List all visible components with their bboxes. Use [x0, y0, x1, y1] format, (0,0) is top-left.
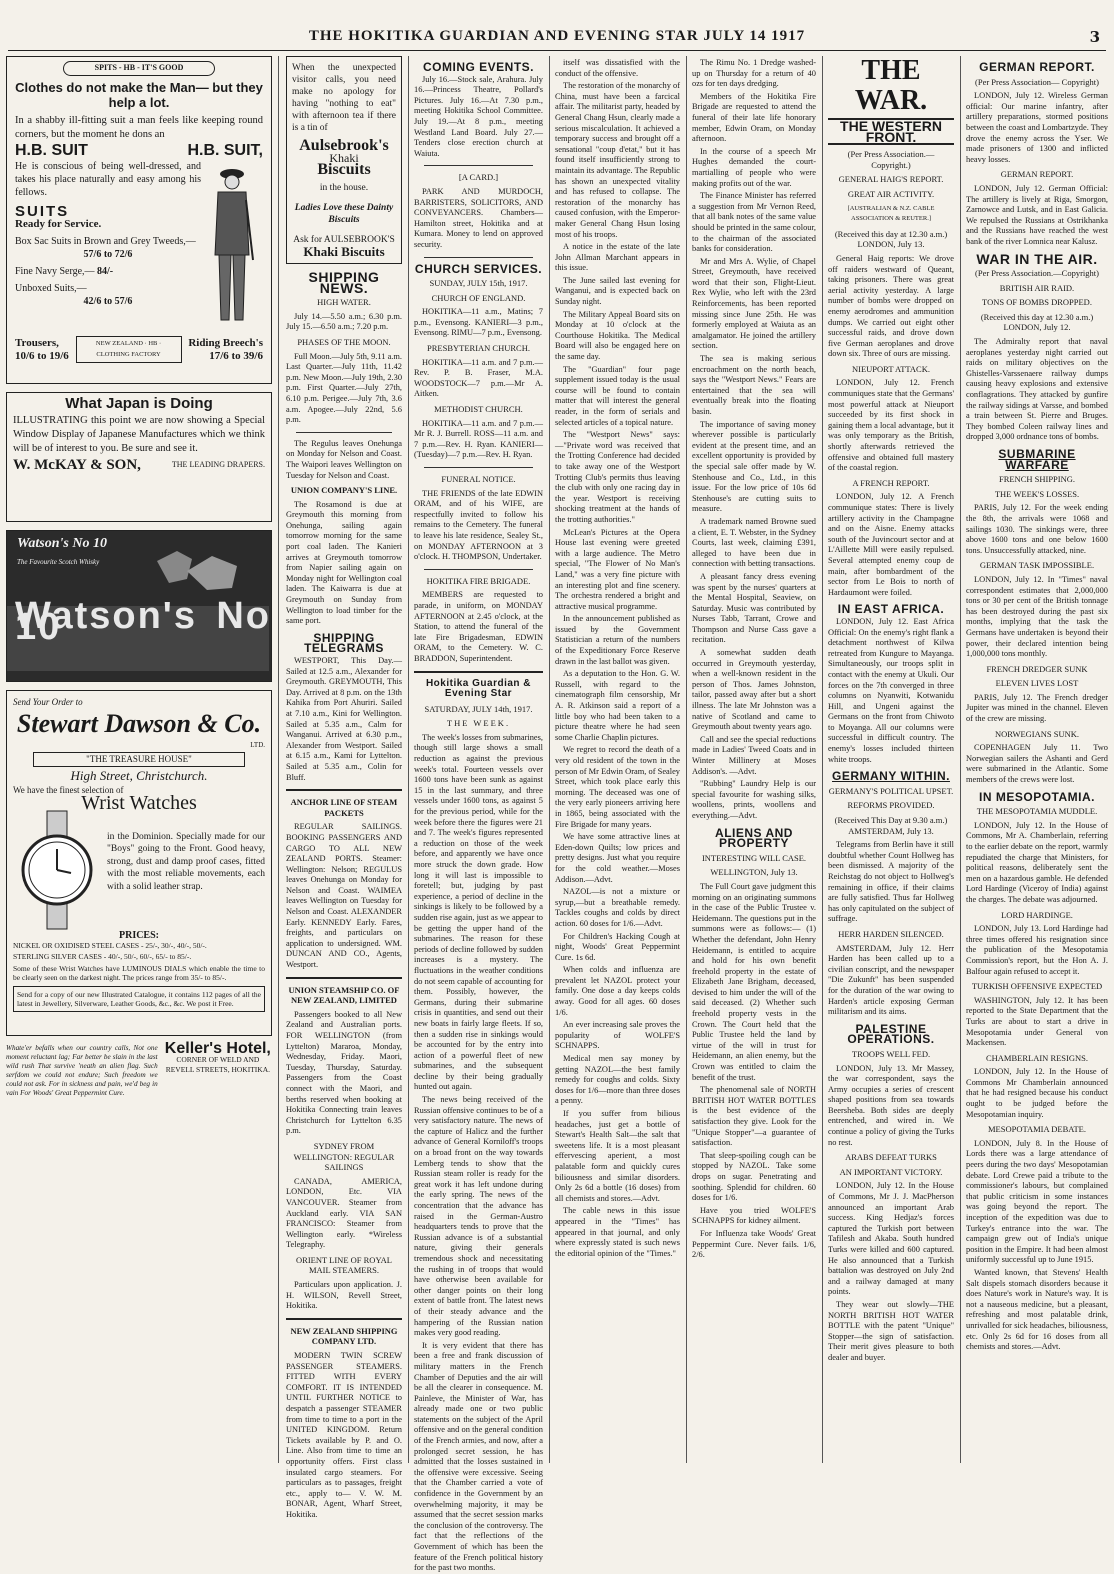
stewart-intro: We have the finest selection of — [13, 785, 124, 796]
hb-trousers-price: 10/6 to 19/6 — [15, 349, 69, 362]
hb-suit-left: H.B. SUIT — [15, 141, 88, 159]
steamers-body: The Regulus leaves Onehunga on Monday for Nelson and Coast. The Waipori leaves Wellington on Tuesday for Nelson and Coast. — [286, 438, 402, 480]
card-body: PARK AND MURDOCH, BARRISTERS, SOLICITORS, AND CONVEYANCERS. Chambers—Hamilton street, Hokitika and at Kumara. Money to lend on approved security. — [414, 186, 543, 249]
aulsebrook-ask: Ask for AULSEBROOK'S — [293, 235, 395, 245]
aulsebrook-name: Aulsebrook's — [299, 137, 389, 154]
aliens-dateline: WELLINGTON, July 13. — [710, 867, 798, 878]
aulsebrook-biscuits: Biscuits — [317, 161, 371, 178]
air-copyright: (Per Press Association.—Copyright) — [975, 268, 1099, 279]
church-eng-body: HOKITIKA—11 a.m., Matins; 7 p.m., Evensong. KANIERI—3 p.m., Evensong. RIMU—7 p.m., Evensong. — [414, 307, 543, 338]
french-shipping-body: PARIS, July 12. For the week ending the 8th, the arrivals were 1068 and sailings 1030. The sinkings were, three above 1600 tons and one below 1600 tons. Unsuccessfully attacked, nine. — [966, 503, 1108, 555]
coming-events-title: COMING EVENTS. — [422, 60, 534, 74]
union-ss-title: UNION STEAMSHIP CO. OF NEW ZEALAND, LIMITED — [288, 984, 400, 1006]
church-meth: METHODIST CHURCH. — [434, 404, 523, 415]
stewart-luminous: Some of these Wrist Watches have LUMINOUS DIALS which enable the time to be clearly seen on the darkest night. The prices range from 35/- to 85/-. — [13, 964, 265, 983]
union-ss-body: Passengers booked to all New Zealand and Australian ports. FOR WELLINGTON (from Lyttelton) Mararoa, Monday, Wednesday, Friday. Maori, Tuesday, Thursday, Saturday. Passengers from the Coast connect with the Maori, and berths reserved when booking at Hokitika Connecting train leaves Christchurch for Lyttelton 6.35 p.m. — [286, 1009, 402, 1136]
received-1: (Received this day at 12.30 a.m.) LONDON, July 13. — [834, 228, 948, 250]
coming-events-body: July 16.—Stock sale, Arahura. July 16.—Princess Theatre, Pollard's Pictures. July 16.—At 7.30 p.m., meeting Hokitika School Committee. July 19.—At 8 p.m., meeting Westland Land Board. July 27.—Tenders close erection church at Waiuta. — [414, 74, 543, 158]
col4-para-19: The cable news in this issue appeared in the "Times" has appeared in that journal, and only where expressly stated is such news the editorial opinion of the "Times." — [555, 1206, 680, 1258]
union-body: The Rosamond is due at Greymouth this morning from Onehunga, sailing again tomorrow morning for the same port coal laden. The Kanieri arrives at Greymouth tomorrow from Napier sailing again on Monday night for Wellington coal laden. The Kaiwarra is due at Greymouth on Sunday from Wellington to load timber for the same port. — [286, 499, 402, 626]
col5-para-11: Call and see the special reductions made in Ladies' Tweed Coats and in Winter Millinery at Moses Addison's. —Advt. — [692, 734, 816, 776]
germany-within-title: GERMANY WITHIN. — [832, 769, 950, 784]
air-activity: GREAT AIR ACTIVITY. — [847, 188, 935, 199]
high-water-title: HIGH WATER. — [317, 297, 371, 308]
french-report-title: A FRENCH REPORT. — [852, 477, 930, 488]
resigns-body: LONDON, July 12. In the House of Commons Mr Chamberlain announced that he had resigned because his conduct ought to be judged before the Mesopotamian inquiry. — [966, 1067, 1108, 1119]
french-report-body: LONDON, July 12. A French communique states: There is lively artillery activity in the Champagne and on the Aisne. Enemy attacks south of the Juvincourt sector and at L'Aillette Mill were easily repulsed. Several attempted enemy coup de main, after bombardment of the sector from Le Bois to north of Hardaumont were foiled. — [828, 492, 954, 597]
card-title: [A CARD.] — [458, 172, 499, 183]
anchor-title: ANCHOR LINE OF STEAM PACKETS — [290, 797, 398, 818]
masthead-title: THE HOKITIKA GUARDIAN AND EVENING STAR JULY 14 1917 — [308, 28, 806, 44]
arabs-title: ARABS DEFEAT TURKS — [845, 1152, 937, 1163]
received-2: (Received This Day at 9.30 a.m.) AMSTERDAM, July 13. — [834, 815, 948, 836]
aliens-body: The Full Court gave judgment this morning on an originating summons in the case of the Public Trustee v. Heidemann. The questions put in the summons were as follows:— (1) Whether the defendant, John Henry Heidemann, is entitled to acquire and hold for his own benefit freehold property in the estate of Elizabeth Jane Brigham, deceased, devised to him under the will of the said deceased. (2) Whether such freehold property vests in the Crown. The Court held that the Public Trustee held the land by virtue of the will in trust for Heidemann, an alien enemy, but the Crown was entitled to claim the benefit of the trust. — [692, 881, 816, 1082]
stewart-catalogue: Send for a copy of our new Illustrated Catalogue, it contains 112 pages of all the latest in Jewellery, Silverware, Leather Goods, &c., &c. We post it Free. — [13, 986, 265, 1012]
victory-title: AN IMPORTANT VICTORY. — [839, 1166, 943, 1177]
col5-para-4: The Finance Minister has referred a suggestion from Mr Vernon Reed, that all bank notes of the same value should be printed in the same colour, to the chairman of the associated banks for consideration. — [692, 191, 816, 254]
column-4 — [555, 56, 680, 1463]
church-pres: PRESBYTERIAN CHURCH. — [427, 343, 530, 354]
church-meth-body: HOKITIKA—11 a.m. and 7 p.m.—Mr R. J. Burrell. ROSS—11 a.m. and 7 p.m.—Rev. H. Ryan. KANIERI—(Tuesday)—7 p.m.—Rev. H. Ryan. — [414, 418, 543, 460]
hb-ready: Ready for Service. — [15, 218, 102, 231]
harden-body: AMSTERDAM, July 12. Herr Harden has been called up to a civilian conscript, and the newspaper "Die Zukunft" has been suspended for the duration of the war owing to Harden's article exposing German militarism and its aims. — [828, 943, 954, 1017]
dredger-body: PARIS, July 12. The French dredger Jupiter was mined in the channel. Eleven of the crew are missing. — [966, 692, 1108, 724]
east-africa-title: IN EAST AFRICA. — [837, 602, 945, 617]
muddle-body: LONDON, July 12. In the House of Commons, Mr A. Chamberlain, referring to the earlier debate on the report, warmly repudiated the charge that Ministers, for political reasons, deliberately sent the men on a hazardous gamble. He defended Lord Hardinge (Viceroy of India) against the charges. The debate was adjourned. — [966, 820, 1108, 904]
japan-title: What Japan is Doing — [65, 395, 213, 412]
haig-title: GENERAL HAIG'S REPORT. — [838, 174, 944, 185]
col5-para-9: A pleasant fancy dress evening was spent by the nurses' quarters at the Mental Hospital, Seaview, on Saturday. Music was contributed by Nurses Tabb, Tarrant, Crowe and Thompson and Nurse Cass gave a recitation. — [692, 571, 816, 645]
cable-credit: [AUSTRALIAN & N.Z. CABLE ASSOCIATION & REUTER.] — [847, 204, 935, 223]
col4-para-12: We have some attractive lines at Eden-down Quilts; low prices and pretty designs. Just what you require for the cold weather.—Moses Addison.—Advt. — [555, 832, 680, 884]
column-7 — [966, 56, 1108, 1463]
norwegians-body: COPENHAGEN July 11. Two Norwegian sailers the Ashanti and Gerd were submarined in the Atlantic. Some members of the crews were lost. — [966, 743, 1108, 785]
col5-para-8: A trademark named Browne sued a client, E. T. Webster, in the Sydney Courts, last week, claiming £391, alleged to have been due in connection with betting transactions. — [692, 516, 816, 569]
mckay-sub: THE LEADING DRAPERS. — [171, 459, 265, 469]
funeral-title: FUNERAL NOTICE. — [441, 474, 516, 484]
german-report-body: LONDON, July 12. Wireless German official: Our marine infantry, after artillery preparations, stormed positions between the coast and Lombartzyde. They drove the enemy across the Yser. We made prisoners of 1300 and inflicted heavy losses. — [966, 91, 1108, 164]
war-in-air-title: WAR IN THE AIR. — [976, 250, 1098, 267]
aulsebrook-ladies: Ladies Love these Dainty Biscuits — [294, 203, 394, 225]
column-rule — [822, 56, 823, 1463]
japan-ad — [6, 392, 272, 522]
column-rule — [278, 56, 279, 1463]
palestine-title: PALESTINE OPERATIONS. — [847, 1021, 935, 1047]
column-rule — [960, 56, 961, 1463]
column-1 — [6, 56, 272, 1463]
german-report-2-body: LONDON, July 12. German Official: The artillery is lively at Riga, Smorgon, Zarnowce and Lutsk, and in East Galicia. We repulsed the Russians at Ostrikhanka and the Russians have reached the west bank of the river Lomnica near Kalusz. — [966, 183, 1108, 246]
col4-para-9: In the announcement published as issued by the Government Statistician a return of the numbers of the Expeditionary Force Reserve drawn in the last ballot was given. — [555, 614, 680, 666]
col4-para-10: As a deputation to the Hon. G. W. Russell, with regard to the cinematograph film censorship, Mr A. R. Atkinson said a report of a little boy who had been taken to a picture theatre where he had seen some Charlie Chaplin pictures. — [555, 669, 680, 742]
nieuport-body: LONDON, July 12. French communiques state that the Germans' most powerful attack at Nieuport succeeded by its first shock in gaining them a local advantage, but it was only temporary as the British, shortly afterwards retrieved the offensive and obtained full mastery of the coastal region. — [828, 378, 954, 473]
col4-para-2: The restoration of the monarchy of China, must have been a farcical affair. The militarist party, headed by General Chang Hsun, clearly made a serious miscalculation. It achieved a temporary success and brought off a sensational "coup d'etat," but it has found itself insufficiently strong to maintain its advantage. The Republic has shown an unexpected vitality and has refused to collapse. The restoration of the monarchy has caused confusion, with the Emperor-maker General Chang Hsun losing most of his troops. — [555, 81, 680, 239]
victory-body: LONDON, July 12. In the House of Commons, Mr J. J. MacPherson announced an important Arab success. King Hedjaz's forces captured the Turkish port between Tafilesh and Akaba. South hundred Turks were killed and 600 captured. He also announced that a Turkish battalion was destroyed on July 2nd and a railway damaged at many points. — [828, 1181, 954, 1297]
french-dredger: FRENCH DREDGER SUNK — [986, 663, 1088, 674]
mesopotamia-title: IN MESOPOTAMIA. — [979, 789, 1095, 804]
column-3 — [414, 56, 543, 1573]
stewart-ltd: LTD. — [250, 740, 265, 749]
brigade-title: HOKITIKA FIRE BRIGADE. — [426, 575, 531, 586]
hb-unboxed-price: 42/6 to 57/6 — [83, 296, 133, 308]
high-water-times: July 14.—5.50 a.m.; 6.30 p.m. July 15.—6.50 a.m.; 7.20 p.m. — [286, 311, 402, 332]
col4-para-7: The "Westport News" says:—"Private word was received that the Trotting Conference had decided to take away one of the Westport Trotting Club's permits thus leaving the club with only one racing day in the year. Westport is receiving shocking treatment at the hands of the trotting authorities." — [555, 430, 680, 524]
stewart-nickel: NICKEL OR OXIDISED STEEL CASES - 25/-, 30/-, 40/-, 50/-. — [13, 941, 207, 951]
church-date: SUNDAY, JULY 15th, 1917. — [429, 278, 528, 289]
page-number: 3 — [1089, 28, 1100, 46]
paper-name: Hokitika Guardian & Evening Star — [425, 677, 532, 700]
turkish-body: WASHINGTON, July 12. It has been reported to the State Department that the Turks are about to start a drive in Mesopotamia under General von Mackensen. — [966, 995, 1108, 1048]
shipping-news-title: SHIPPING NEWS. — [308, 269, 380, 296]
watsons-sub: The Favourite Scotch Whisky — [17, 558, 100, 566]
nieuport-title: NIEUPORT ATTACK. — [852, 363, 930, 374]
man-illustration — [201, 160, 263, 330]
column-5 — [692, 56, 816, 1463]
masthead — [0, 0, 1114, 50]
col5-para-15: Have you tried WOLFE'S SCHNAPPS for kidney ailment. — [692, 1205, 816, 1226]
aliens-sub: INTERESTING WILL CASE. — [701, 852, 807, 863]
column-rule — [686, 56, 687, 1463]
political-upset: GERMANY'S POLITICAL UPSET. — [828, 785, 954, 796]
col4-para-5: The Military Appeal Board sits on Monday at 10 o'clock at the Courthouse Hokitika. The Medical Board will also be engaged here on the same day. — [555, 309, 680, 362]
hb-riding: Riding Breech's — [188, 336, 263, 349]
week-title: THE WEEK. — [446, 718, 511, 729]
sydney: SYDNEY FROM WELLINGTON: REGULAR SAILINGS — [293, 1140, 395, 1173]
kellers-address: CORNER OF WELD AND REVELL STREETS, HOKITIKA. — [165, 1054, 270, 1075]
hb-body: He is conscious of being well-dressed, and takes his place naturally and easy among his fellows. — [15, 161, 201, 199]
col5-para-12: "Rubbing" Laundry Help is our special favourite for washing silks, woollens, prints, woollens and everything.—Advt. — [692, 779, 816, 820]
reforms-provided: REFORMS PROVIDED. — [847, 800, 935, 811]
col5-para-5: Mr and Mrs A. Wylie, of Chapel Street, Greymouth, have received word that their son, Flight-Lieut. Rex Wylie, who left with the 23rd Reinforcements, has been reported missing since June 25th. He was formerly employed at Waiuta as an amalgamator. He joined the artillery section. — [692, 256, 816, 351]
paper-date: SATURDAY, JULY 14th, 1917. — [424, 703, 533, 714]
brigade-body: MEMBERS are requested to parade, in uniform, on MONDAY AFTERNOON at 2.45 o'clock, at the Station, to attend the funeral of the late Fire Brigadesman, EDWIN ORAM, to the Cemetery. W. C. BRADDON, Superintendent. — [414, 590, 543, 663]
aulsebrook-khaki: Khaki — [329, 151, 359, 165]
telegrams-title: SHIPPING TELEGRAMS — [304, 630, 384, 656]
eleven-lives: ELEVEN LIVES LOST — [995, 678, 1079, 689]
german-report-title: GERMAN REPORT. — [979, 60, 1095, 74]
col4-para-17: Medical men say money by getting NAZOL—the best family remedy for coughs and colds. Sixty doses for 1/6—more than three doses a penny. — [555, 1054, 680, 1106]
stewart-wrist: Wrist Watches — [81, 791, 197, 814]
stewart-street: High Street, Christchurch. — [70, 767, 208, 783]
hardinge-body: LONDON, July 13. Lord Hardinge had three times offered his resignation since the publication of the Mesopotamia Commission's report, but the Hon A. J. Balfour again refused to accept it. — [966, 924, 1108, 976]
hb-navy: Fine Navy Serge,— — [15, 266, 95, 278]
kellers-hotel: Keller's Hotel, — [164, 1040, 271, 1057]
hb-factory-logo: NEW ZEALAND · HB · CLOTHING FACTORY — [76, 336, 182, 363]
column-rule — [408, 56, 409, 1463]
agent: Particulars upon application. J. H. WILSON, Revell Street, Hokitika. — [286, 1280, 402, 1311]
harden-silenced: HERR HARDEN SILENCED. — [838, 928, 944, 939]
stewart-body: in the Dominion. Specially made for our "Boys" going to the Front. Good heavy, strong, dust and damp proof cases, fitted with the most reliable movements, each with a solid leather strap. — [107, 831, 265, 892]
aulsebrook-khaki-biscuits: Khaki Biscuits — [303, 244, 385, 259]
col5-para-10: A somewhat sudden death occurred in Greymouth yesterday, when a well-known resident in the person of Thos. James Johnston, tailor, passed away after but a short illness. The late Mr Johnston was a native of Scotland and came to Greymouth about twenty years ago. — [692, 648, 816, 732]
hb-unboxed: Unboxed Suits,— — [15, 283, 87, 295]
watsons-ad — [6, 530, 272, 682]
german-task: GERMAN TASK IMPOSSIBLE. — [979, 560, 1095, 571]
hb-suit-ad — [6, 56, 272, 384]
watsons-big-logo: Watson's No 10 — [15, 595, 271, 648]
col4-para-6: The "Guardian" four page supplement issued today is the usual course will be found to contain matter that will interest the general reader, in the form of serials and selected articles of a topical nature. — [555, 364, 680, 427]
haig-body: General Haig reports: We drove off raiders westward of Queant, taking prisoners. There was great aerial activity yesterday. A large number of bombs were dropped on enemy aerodromes and ammunition dumps. We carried out eight other successful raids, and drove down five German aeroplanes and drove down six. Three of ours are missing. — [828, 253, 954, 359]
col4-para-13: NAZOL—is not a mixture or syrup,—but a breathable remedy. Tackles coughs and colds by direct action. 60 doses for 1/6.—Advt. — [555, 887, 680, 928]
turkish-offensive: TURKISH OFFENSIVE EXPECTED — [971, 981, 1103, 992]
submarine-warfare-title: SUBMARINE WARFARE — [998, 447, 1076, 472]
aulsebrook-house: in the house. — [319, 183, 369, 193]
hb-suit-right: H.B. SUIT, — [187, 141, 263, 159]
col7-copyright: (Per Press Association— Copyright) — [975, 76, 1099, 87]
stewart-prices: PRICES: — [118, 929, 159, 941]
germany-body: Telegrams from Berlin have it still doubtful whether Count Hollweg has been dismissed. A majority of the Reichstag do not object to Hollweg's remaining in office, if their claims are fully satisfied. Thus far Hollweg has only capitulated on the subject of suffrage. — [828, 840, 954, 924]
nz-shipping-body: MODERN TWIN SCREW PASSENGER STEAMERS. FITTED WITH EVERY COMFORT. IT IS INTENDED UNTIL FURTHER NOTICE to despatch a passenger STEAMER from time to time to a port in the UNITED KINGDOM. Return Tickets available by P. and O. Line. Also from time to time an opportunity offers. First class insulated cargo steamers. For particulars as to passages, freight etc., apply to— V. W. M. BONAR, Agent, Wharf Street, Hokitika. — [286, 1351, 402, 1519]
hb-headline: Clothes do not make the Man— but they help a lot. — [15, 79, 263, 110]
british-air-raid: BRITISH AIR RAID. — [999, 282, 1075, 293]
col4-para-15: When colds and influenza are prevalent let NAZOL protect your family. One dose a day keeps colds away. Good for all ages. 60 doses 1/6. — [555, 965, 680, 1017]
hb-suits: SUITS — [15, 203, 70, 221]
week-body: The week's losses from submarines, though still large shows a small reduction as against the previous week's total. Fourteen vessels over 1600 tons have been sunk as against 15 in the last summary, and three vessels under 1600 tons, as against 5 for the previous period, while for the week before there the figures were 21 and 7. The week's figures represented a reduction on those of the week before, and apparently we have once more struck the down grade. How long it will last is impossible to foretell; but, judging by past experience, a period of decline in the sinkings is likely to be followed by a sudden rise again, just as we appear to be getting the upper hand of the submarines. The reason for these periods of decline followed by sudden increases is a mystery. The fluctuations in the weather conditions do not seem capable of accounting for them. Possibly, however, the Germans, during their submarine crisis in quantities, and send out their new boats in fairly large fleets. If so, then a sudden rise in sinkings would be accounted for by the entry into action of a powerful fleet of new submarines, and the subsequent decline by their being gradually hunted out again. — [414, 732, 543, 1092]
col5-para-6: The sea is making serious encroachment on the north beach, says the "Westport News." Fears are entertained that the sea will eventually break into the floating basin. — [692, 354, 816, 416]
western-front-title: THE WESTERN FRONT. — [828, 118, 954, 145]
mckay-name: W. McKAY & SON, — [13, 456, 141, 473]
moon-title: PHASES OF THE MOON. — [297, 336, 391, 347]
moon-body: Full Moon.—July 5th, 9.11 a.m. Last Quarter.—July 11th, 11.42 p.m. New Moon.—July 19th, 2.30 p.m. First Quarter.—July 27th, 6.10 p.m. Perigee.—July 7th, 3.6 a.m. Apogee.—July 22nd, 5.6 p.m. — [286, 351, 402, 425]
hb-boxsac: Box Sac Suits in Brown and Grey Tweeds,— — [15, 236, 196, 248]
church-title: CHURCH SERVICES. — [414, 261, 543, 276]
masthead-rule — [8, 50, 1106, 51]
funeral-body: THE FRIENDS of the late EDWIN ORAM, and of his WIFE, are respectfully invited to follow his remains to the Cemetery. The funeral to leave his late residence, Sealey St., on MONDAY AFTERNOON at 3 o'clock. H. THOMPSON, Undertaker. — [414, 488, 543, 562]
hb-intro: In a shabby ill-fitting suit a man feels like keeping round corners, but the moment he dons an — [15, 114, 263, 140]
hb-trousers: Trousers, — [15, 336, 59, 349]
stewart-order: Send Your Order to — [13, 697, 83, 707]
french-shipping: FRENCH SHIPPING. — [998, 474, 1076, 485]
aulsebrook-ad — [286, 56, 402, 264]
stewart-silver: STERLING SILVER CASES - 40/-, 50/-, 60/-, 65/- to 85/-. — [13, 951, 192, 961]
union-title: UNION COMPANY'S LINE. — [290, 485, 398, 496]
japan-body: ILLUSTRATING this point we are now showing a Special Window Display of Japanese Manufactures which we think will be of interest to you. Be sure and see it. — [13, 414, 265, 454]
hb-riding-price: 17/6 to 39/6 — [209, 349, 263, 362]
col5-para-13: The phenomenal sale of NORTH BRITISH HOT WATER BOTTLES is the best evidence of the satisfaction they give. Look for the "Unique Stopper"—a guarantee of satisfaction. — [692, 1085, 816, 1148]
church-eng: CHURCH OF ENGLAND. — [431, 292, 526, 303]
col4-para-11: We regret to record the death of a very old resident of the town in the person of Mr Edwin Oram, of Sealey Street, which took place early this morning. The deceased was one of the very early pioneers arriving here in 1865, being associated with the Fire Brigade for many years. — [555, 745, 680, 829]
telegrams-body: WESTPORT, This Day.—Sailed at 12.5 a.m., Alexander for Greymouth. GREYMOUTH, This Day. Arrived at 8 p.m. on the 13th Kahika from Port Ahuriri. Sailed at 7.10 a.m., Kini for Wellington. Sailed at 5.35 a.m., Calm for Wanganui. Arrived at 6.30 p.m., Alexander from Westport. Sailed at 6.15 a.m., Kami for Lyttelton. Sailed at 5.35 a.m., Colin for Bluff. — [286, 656, 402, 782]
col5-para-7: The importance of saving money wherever possible is particularly evident at the present time, and an excellent opportunity is provided by the special sale offer made by W. Stenhouse and Co., Ltd., in this issue. For the low price of 10s 6d Stenhouse's are cutting suits to measure. — [692, 419, 816, 514]
stewart-dawson-ad — [6, 690, 272, 1036]
col5-para-1: The Rimu No. 1 Dredge washed-up on Thursday for a return of 40 ozs for ten days dredging. — [692, 58, 816, 89]
hb-boxsac-price: 57/6 to 72/6 — [83, 249, 133, 261]
stewart-name: Stewart Dawson & Co. — [16, 708, 262, 738]
hb-logo-banner: SPITS - HB - IT'S GOOD — [63, 61, 215, 76]
col4-para-18: If you suffer from bilious headaches, just get a bottle of Stewart's Health Salt—the salt that sweetens life. It is a most pleasant effervescing aperient, a most palatable form and quickly cures biliousness and similar disorders. Only 2s 6d a bottle (16 doses) from all chemists and stores.—Advt. — [555, 1109, 680, 1203]
church-pres-body: HOKITIKA—11 a.m. and 7 p.m.—Rev. P. B. Fraser, M.A. WOODSTOCK—7 p.m.—Mr A. Aitken. — [414, 357, 543, 399]
hb-navy-price: 84/- — [97, 266, 114, 278]
col4-para-4: The June sailed last evening for Wanganui, and is expected back on Sunday night. — [555, 275, 680, 307]
canada: CANADA, AMERICA, LONDON, Etc. VIA VANCOUVER. Steamer from Auckland early. VIA SAN FRANCISCO: Steamer from Wellington early. *Wireless Telegraphy. — [286, 1176, 402, 1250]
orient: ORIENT LINE OF ROYAL MAIL STEAMERS. — [296, 1254, 392, 1276]
mesopotamia-muddle: THE MESOPOTAMIA MUDDLE. — [976, 806, 1098, 817]
tons-of-bombs: TONS OF BOMBS DROPPED. — [982, 297, 1092, 308]
col5-para-3: In the course of a speech Mr Hughes demanded the court-martialling of people who were making profits out of the war. — [692, 146, 816, 188]
col4-para-16: An ever increasing sale proves the popularity of WOLFE'S SCHNAPPS. — [555, 1020, 680, 1051]
debate-body: LONDON, July 8. In the House of Lords there was a large attendance of peers during the two days' Mesopotamian debate. Lord Crewe paid a tribute to the commissioner's labours, but complained that public criticism in some instances was going beyond the report. The inception of the expedition was due to Turkey's entrance into the war. The campaign grew out of India's unique position in the Empire. It had been almost uniformly successful up to June 1915. — [966, 1138, 1108, 1265]
col4-para-8: McLean's Pictures at the Opera House last evening were greeted with a large audience. The Metro special, "The Flower of No Man's Land," was a very fine picture with an interesting plot and fine scenery. The orchestra rendered a bright and attractive musical programme. — [555, 527, 680, 611]
week-body-3: It is very evident that there has been a free and frank discussion of military matters in the French Chamber of Deputies and the air will be all the clearer in consequence. M. Painleve, the Minister of War, has already made one or two public statements on the subject of the April offensive and on the general condition of the French armies, and now, after a prolonged secret session, he has admitted that the losses sustained in the offensive were excessive. Seeing that the Chamber carried a vote of confidence in the Government by an overwhelming majority, it may be assumed that the secret session marks the conclusion of the controversy. The fact that the reflections of the Government of which has been the feature of the French political history for the past two months. — [414, 1340, 543, 1573]
mesopotamia-debate: MESOPOTAMIA DEBATE. — [987, 1124, 1087, 1135]
col4-para-1: itself was dissatisfied with the conduct of the offensive. — [555, 58, 680, 78]
col4-para-14: For Children's Hacking Cough at night, Woods' Great Peppermint Cure. 1s 6d. — [555, 931, 680, 962]
palestine-sub: TROOPS WELL FED. — [851, 1048, 931, 1059]
col5-para-14: That sleep-spoiling cough can be stopped by NAZOL. Take some drops on sugar. Penetrating and soothing. Splendid for children. 60 doses for 1/6. — [692, 1150, 816, 1203]
german-report-2-title: GERMAN REPORT. — [1000, 169, 1074, 180]
column-rule — [549, 56, 550, 1463]
air-body: The Admiralty report that naval aeroplanes yesterday night carried out raids on military objectives on the Ghistelles-Varssenaere railway dumps causing heavy explosions and extensive conflagrations. They attacked by gunfire the railway sidings at Varsse, and bombed a train between St. Pierre and Bruges. They bombed Coleen railway lines and dropped 3,000 ordnance tons of bombs. — [966, 337, 1108, 442]
stewart-house: "THE TREASURE HOUSE" — [33, 752, 245, 767]
air-received: (Received this day at 12.30 a.m.) LONDON, July 12. — [980, 311, 1094, 333]
north-british-ad: They wear out slowly—THE NORTH BRITISH HOT WATER BOTTLE with the patent "Unique" Stopper—the sign of satisfaction. Their merit gives pleasure to both dealer and buyer. — [828, 1299, 954, 1362]
chamberlain-resigns: CHAMBERLAIN RESIGNS. — [985, 1052, 1088, 1063]
week-body-2: The news being received of the Russian offensive continues to be of a very satisfactory nature. The news of the capture of Halicz and the further advance of General Korniloff's troops on a broad front on the way towards Lemberg tends to show that the Russian steam roller is ready for the great work it has left undone during the early spring. The news of the concentration that the advance has raised in the German-Austro headquarters tends to prove that the Russian advance is of a substantial nature, giving their generals tremendous shock and necessitating the rushing in of troops that would have otherwise been available for other danger points on their long extent of battle front. The latest news of their steady advance and the hampering of the Russian nation makes very good reading. — [414, 1095, 543, 1338]
column-6 — [828, 56, 954, 1463]
peppermint-poem: Whate'er befalls when our country calls, Not one moment reluctant lag; Far better be slain in the last wild rush That survive 'neath an alien flag. Such serfdom we could not endure; Such freedom we could not ask. For in sickness and pain, we'd beg in vain For Woods' Great Peppermint Cure. — [6, 1044, 158, 1097]
col4-para-3: A notice in the estate of the late John Allman Marchant appears in this issue. — [555, 242, 680, 273]
lord-hardinge: LORD HARDINGE. — [1001, 909, 1073, 920]
stevens-ad: Wanted known, that Stevens' Health Salt dispels stomach disorders because it does Nature's work in Nature's way. It is not a nauseous medicine, but a pleasant, refreshing and most palatable drink, unrivalled for sick headaches, biliousness, etc. Only 2s 6d for 16 doses from all chemists and stores.—Advt. — [966, 1267, 1108, 1352]
copyright: (Per Press Association.—Copyright.) — [847, 149, 935, 170]
wrist-watch-illustration — [13, 811, 101, 929]
week-losses: THE WEEK'S LOSSES. — [994, 488, 1080, 499]
aliens-title: ALIENS AND PROPERTY — [715, 825, 793, 851]
col5-para-2: Members of the Hokitika Fire Brigade are requested to attend the funeral of their late life honorary member, Edwin Oram, on Monday afternoon. — [692, 91, 816, 144]
german-task-body: LONDON, July 12. In "Times" naval correspondent estimates that 2,000,000 tons or 30 per cent of the British tonnage has been destroyed during the past six months, implying that the task the Germans have undertaken is beyond their power, their declared intention being 1,000,000 tons monthly. — [966, 574, 1108, 659]
palestine-body: LONDON, July 13. Mr Massey, the war correspondent, says the Army occupies a series of crescent shaped positions from sea towards Beersheba. Both sides are deeply entrenched, and wired in. We continue a policy of giving the Turks no rest. — [828, 1063, 954, 1147]
visitor-text: When the unexpected visitor calls, you need make no apology for having "nothing to eat" with afternoon tea if there is a tin of — [292, 63, 396, 133]
col5-para-16: For Influenza take Woods' Great Peppermint Cure. Never fails. 1/6, 2/6. — [692, 1228, 816, 1260]
watsons-title: Watson's No 10 — [17, 536, 107, 551]
anchor-body: REGULAR SAILINGS. BOOKING PASSENGERS AND CARGO TO ALL NEW ZEALAND PORTS. Steamer: Wellington: Nelson; REGULUS leaves Onehunga on Monday for Nelson and Coast. WAIMEA leaves Wellington on Tuesday for Nelson and Coast. ALEXANDER Early. KENNEDY Early. Fares, freights, and particulars on application to undersigned. WM. DUNCAN AND CO., Agents, Westport. — [286, 822, 402, 970]
east-africa-body: LONDON, July 12. East Africa Official: On the enemy's right flank a detachment northwest of Kilwa retreated from Kungure to Mayanga. Simultaneously, our troops split in contact with the enemy at Ukuli. Our forces on the 7th converged in three columns on Nyanwiti, Kotwanidu Hill, and Ungeni against the Germans on the front from Chiwoto to Moyanga. All our columns were successful in difficult country. The enemy's losses included thirteen white troops. — [828, 616, 954, 764]
norwegians-sunk: NORWEGIANS SUNK. — [994, 728, 1080, 739]
nz-shipping-title: NEW ZEALAND SHIPPING COMPANY LTD. — [290, 1325, 398, 1347]
war-title: THE WAR. — [854, 55, 928, 116]
column-2 — [286, 56, 402, 1519]
